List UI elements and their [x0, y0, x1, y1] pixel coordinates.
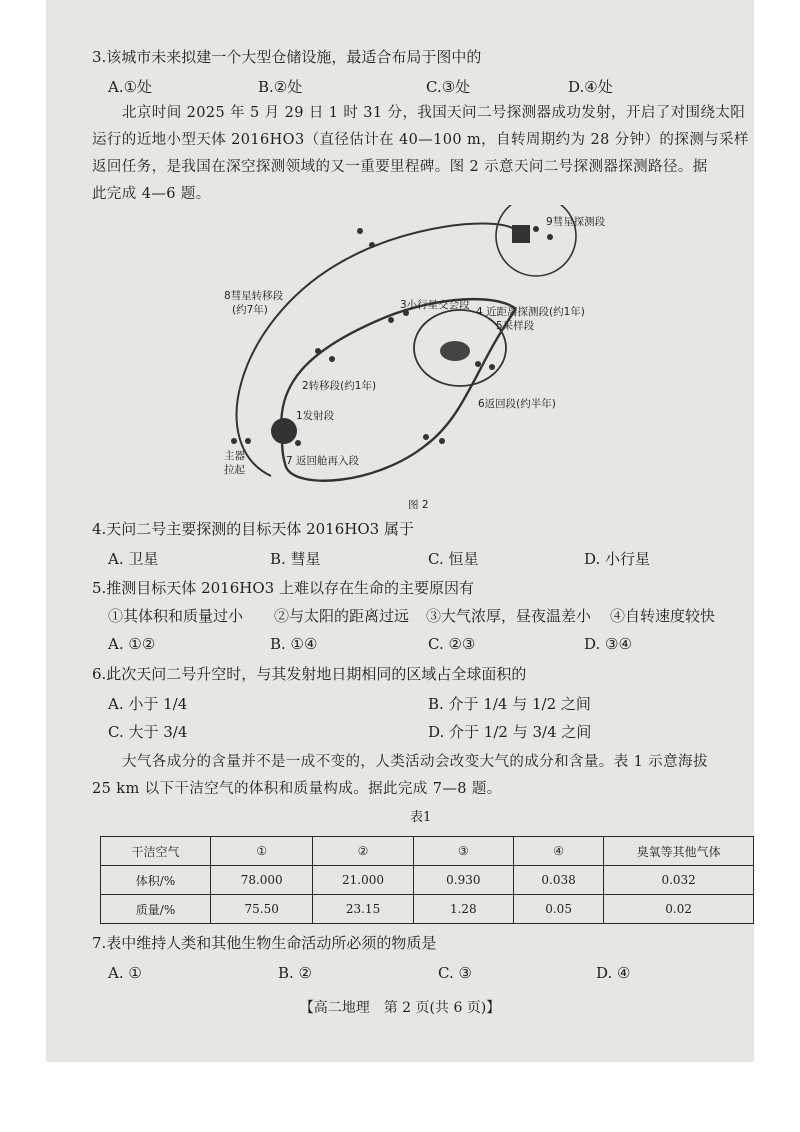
table-cell: 21.000: [313, 866, 413, 895]
table-header-cell: ③: [413, 837, 513, 866]
q4-stem: 4.天问二号主要探测的目标天体 2016HO3 属于: [92, 520, 414, 538]
q3-option-a: A.①处: [108, 78, 153, 96]
q4-option-b: B. 彗星: [270, 550, 321, 568]
page-footer: 【高二地理 第 2 页(共 6 页)】: [299, 1000, 501, 1016]
q6-option-a: A. 小于 1/4: [108, 695, 188, 713]
passage2-line1: 大气各成分的含量并不是一成不变的，人类活动会改变大气的成分和含量。表 1 示意海拔: [122, 754, 708, 770]
table-cell: 23.15: [313, 895, 413, 924]
label-rendezvous: 3小行星交会段: [400, 299, 470, 311]
table-row: [101, 895, 754, 924]
q5-reason-2: ②与太阳的距离过远: [274, 607, 410, 625]
table-cell: 0.032: [604, 866, 754, 895]
passage2-line2: 25 km 以下干洁空气的体积和质量构成。据此完成 7—8 题。: [92, 781, 502, 797]
q6-option-d: D. 介于 1/2 与 3/4 之间: [428, 723, 592, 741]
label-return: 6返回段(约半年): [478, 398, 556, 410]
q6-stem: 6.此次天问二号升空时，与其发射地日期相同的区域占全球面积的: [92, 665, 527, 683]
label-launch: 1发射段: [296, 410, 335, 422]
q7-option-d: D. ④: [596, 964, 631, 982]
q5-option-c: C. ②③: [428, 635, 476, 653]
q7-stem: 7.表中维持人类和其他生物生命活动所必须的物质是: [92, 934, 437, 952]
q7-option-b: B. ②: [278, 964, 313, 982]
q3-option-b: B.②处: [258, 78, 303, 96]
q5-option-a: A. ①②: [108, 635, 156, 653]
table-header-row: [101, 837, 754, 866]
table-header-cell: ②: [313, 837, 413, 866]
table-cell: 0.02: [604, 895, 754, 924]
q5-option-d: D. ③④: [584, 635, 632, 653]
passage1-line2: 运行的近地小型天体 2016HO3（直径估计在 40—100 m，自转周期约为 28 分钟）的探测与采样: [92, 132, 749, 148]
label-comet-detect: 9彗星探测段: [546, 216, 606, 228]
q4-option-a: A. 卫星: [108, 550, 159, 568]
asteroid-icon: [440, 341, 470, 361]
q3-option-c: C.③处: [426, 78, 471, 96]
passage1-line4: 此完成 4—6 题。: [92, 186, 211, 202]
label-transfer: 2转移段(约1年): [302, 380, 377, 392]
q6-option-c: C. 大于 3/4: [108, 723, 188, 741]
table-cell: 78.000: [211, 866, 313, 895]
table-title: 表1: [410, 810, 432, 825]
passage1-line1: 北京时间 2025 年 5 月 29 日 1 时 31 分，我国天问二号探测器成功发射，开启了对围绕太阳: [122, 105, 746, 121]
passage1-line3: 返回任务，是我国在深空探测领域的又一重要里程碑。图 2 示意天问二号探测器探测路径。据: [92, 159, 708, 175]
q5-option-b: B. ①④: [270, 635, 318, 653]
table-header-cell: 臭氧等其他气体: [604, 837, 754, 866]
earth-icon: [271, 418, 297, 444]
exam-page: [46, 0, 754, 1062]
q3-stem: 3.该城市未来拟建一个大型仓储设施，最适合布局于图中的: [92, 48, 482, 66]
table-cell: 体积/%: [101, 866, 211, 895]
table-header-cell: ④: [513, 837, 603, 866]
label-main-probe: 主器: [224, 450, 245, 462]
q4-option-d: D. 小行星: [584, 550, 651, 568]
q6-option-b: B. 介于 1/4 与 1/2 之间: [428, 695, 591, 713]
label-comet-transfer-duration: (约7年): [232, 304, 268, 316]
q5-reason-4: ④自转速度较快: [610, 607, 716, 625]
label-sampling: 5采样段: [496, 320, 535, 332]
q5-reason-3: ③大气浓厚，昼夜温差小: [426, 607, 592, 625]
table-cell: 0.038: [513, 866, 603, 895]
table-cell: 0.930: [413, 866, 513, 895]
label-lift-up: 拉起: [224, 464, 245, 476]
figure-caption: 图 2: [408, 499, 429, 511]
table-cell: 质量/%: [101, 895, 211, 924]
table-cell: 75.50: [211, 895, 313, 924]
table-cell: 1.28: [413, 895, 513, 924]
comet-icon: [512, 225, 530, 243]
table-header-cell: ①: [211, 837, 313, 866]
q3-option-d: D.④处: [568, 78, 613, 96]
label-reentry: 7 返回舱再入段: [286, 455, 360, 467]
table-row: [101, 866, 754, 895]
table-cell: 0.05: [513, 895, 603, 924]
q4-option-c: C. 恒星: [428, 550, 479, 568]
air-composition-table: [100, 836, 754, 924]
table-header-cell: 干洁空气: [101, 837, 211, 866]
q5-reason-1: ①其体积和质量过小: [108, 607, 244, 625]
q7-option-a: A. ①: [108, 964, 142, 982]
label-close-detect: 4 近距离探测段(约1年): [476, 306, 585, 318]
probe-path-diagram: [46, 205, 754, 515]
label-comet-transfer: 8彗星转移段: [224, 290, 284, 302]
q5-stem: 5.推测目标天体 2016HO3 上难以存在生命的主要原因有: [92, 579, 474, 597]
q7-option-c: C. ③: [438, 964, 472, 982]
